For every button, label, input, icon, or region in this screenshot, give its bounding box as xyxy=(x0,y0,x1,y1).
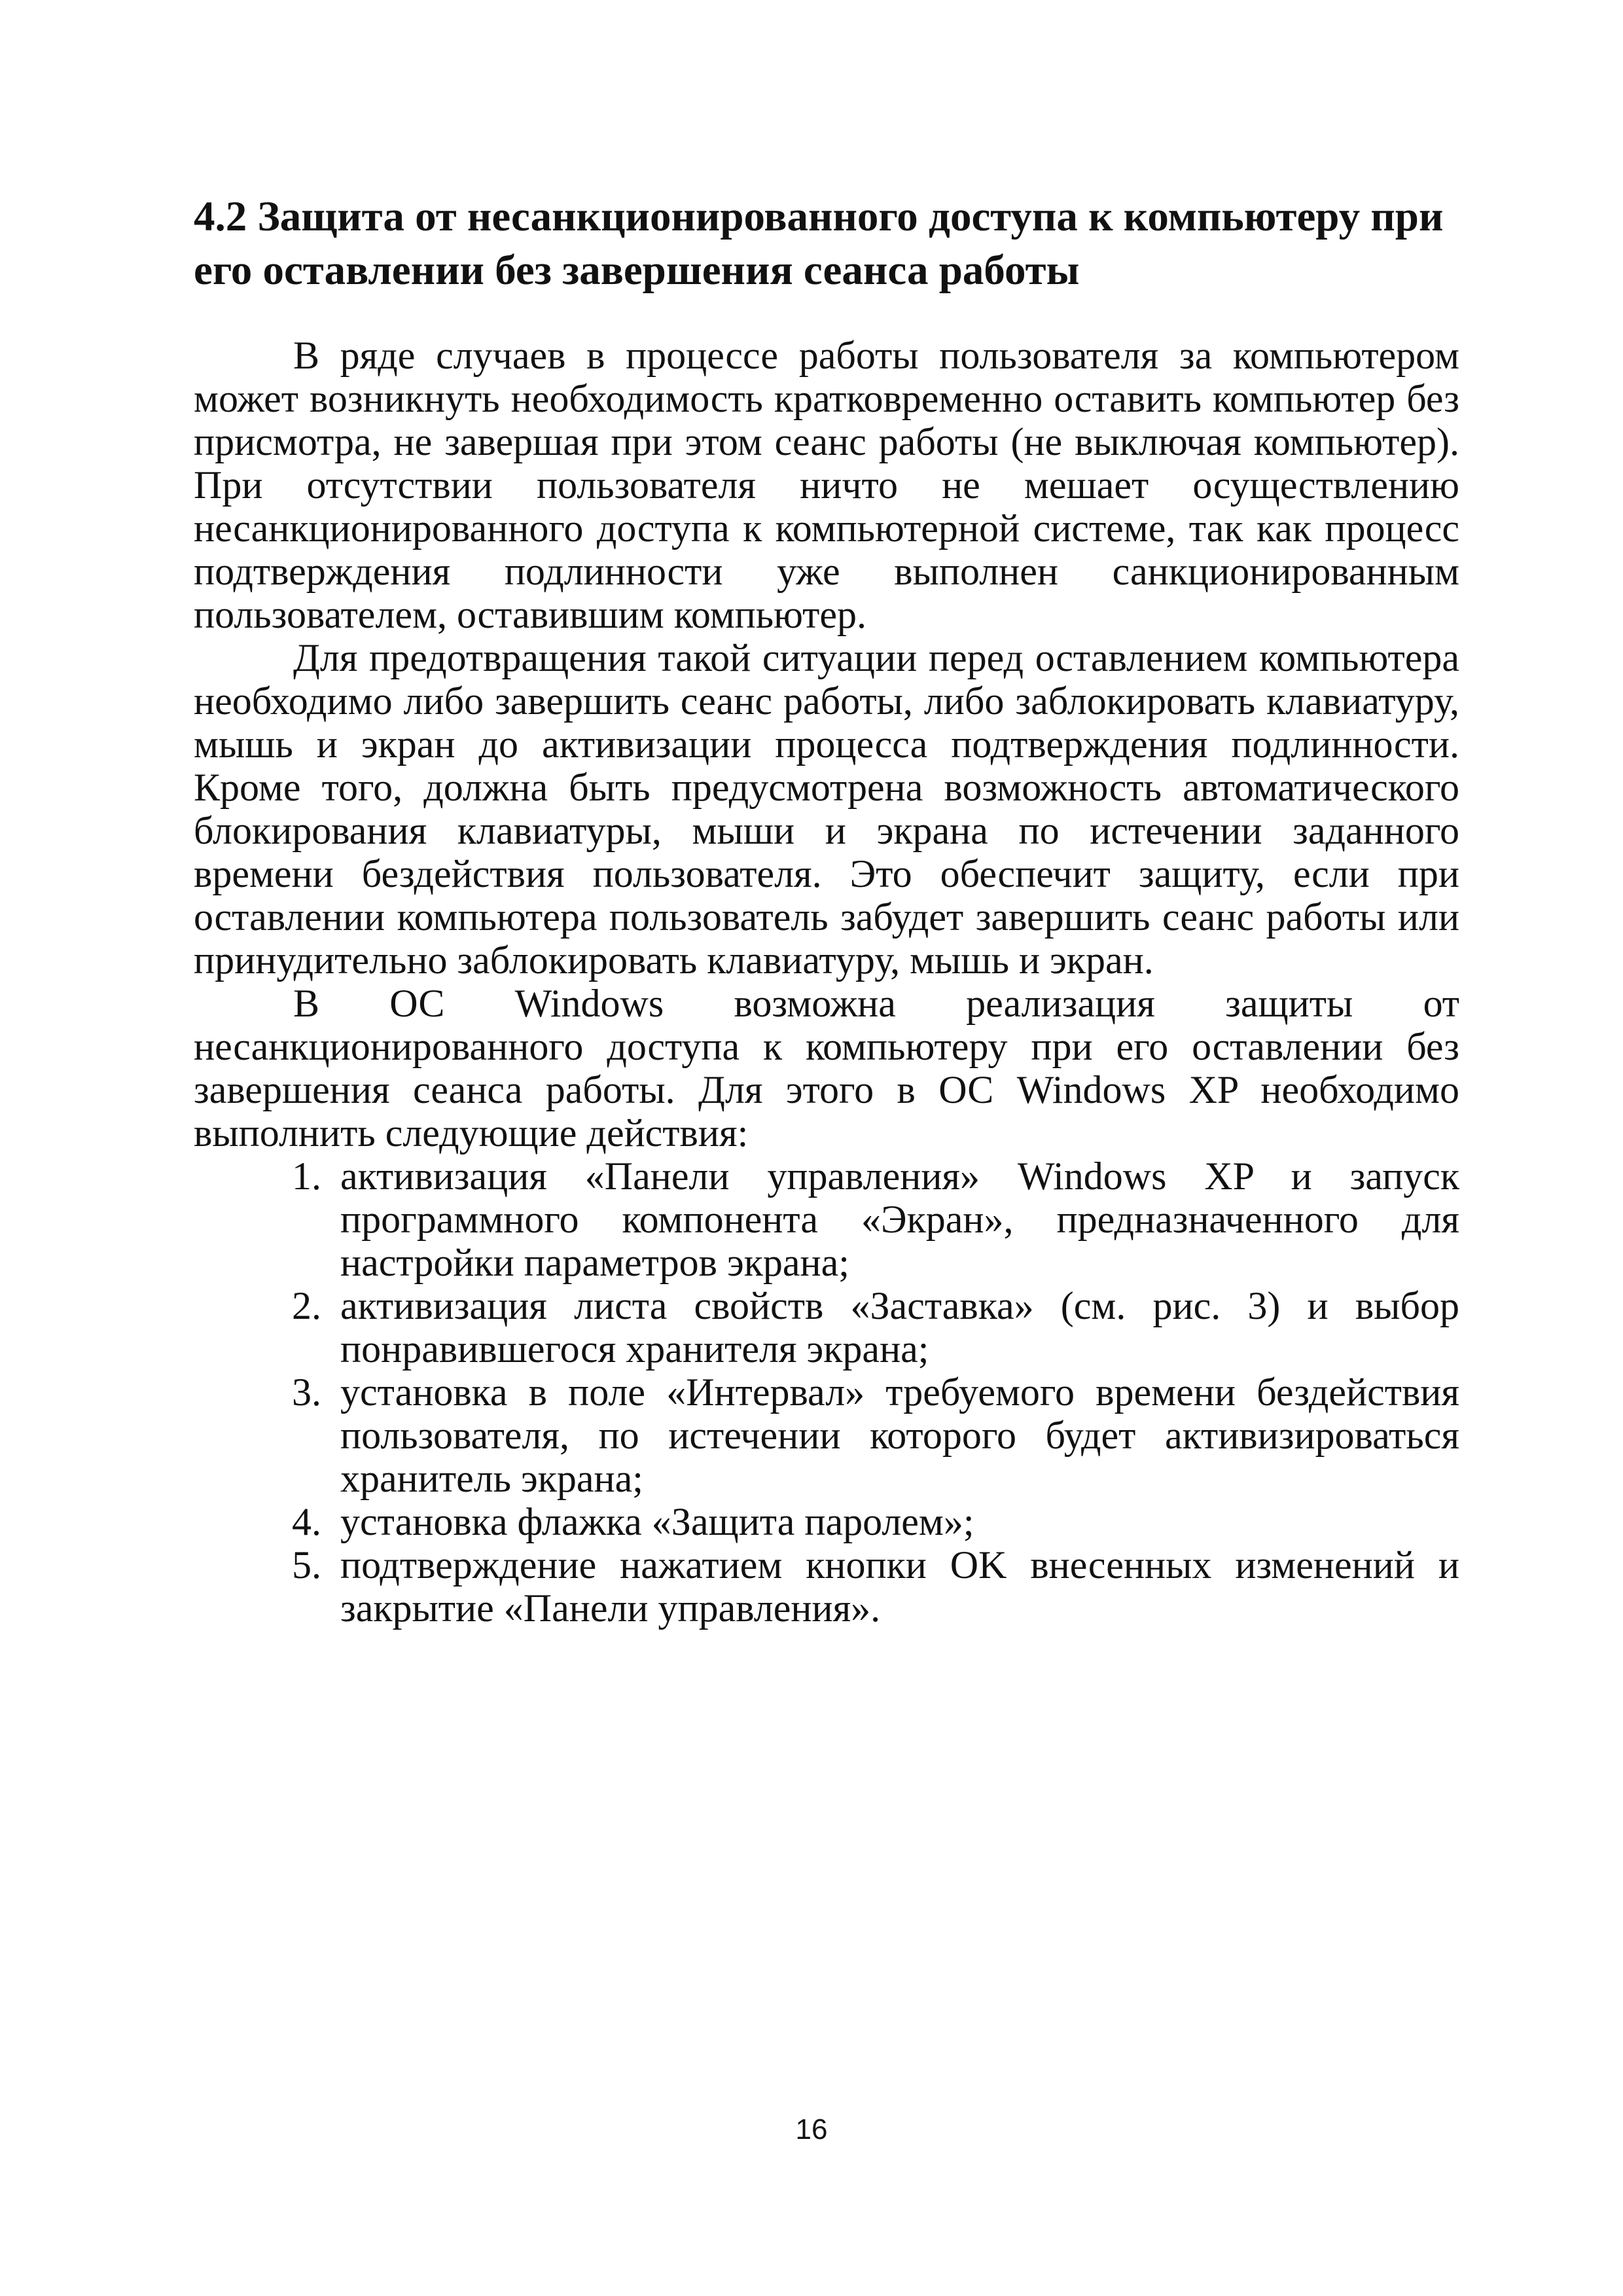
list-item xyxy=(292,1371,1459,1500)
list-item xyxy=(292,1543,1459,1630)
list-item xyxy=(292,1284,1459,1371)
list-item-text: активизация листа свойств «Заставка» (см. рис. 3) и выбор понравившегося хранителя экрана; xyxy=(340,1284,1459,1371)
body-text xyxy=(194,334,1459,1630)
list-item-text: подтверждение нажатием кнопки OK внесенных изменений и закрытие «Панели управления». xyxy=(340,1543,1459,1630)
steps-list xyxy=(194,1155,1459,1630)
list-item xyxy=(292,1500,1459,1543)
list-item-number: 1. xyxy=(292,1155,321,1198)
list-item-text: установка флажка «Защита паролем»; xyxy=(340,1500,974,1543)
list-item-number: 3. xyxy=(292,1371,321,1414)
section-heading: 4.2 Защита от несанкционированного доступа к компьютеру при его оставлении без завершения сеанса работы xyxy=(194,193,1444,294)
list-item-text: активизация «Панели управления» Windows XP и запуск программного компонента «Экран», предназначенного для настройки параметров экрана; xyxy=(340,1155,1459,1284)
paragraph-3: В ОС Windows возможна реализация защиты от несанкционированного доступа к компьютеру при его оставлении без завершения сеанса работы. Для этого в ОС Windows XP необходимо выполнить следующие действия: xyxy=(194,982,1459,1155)
list-item-number: 4. xyxy=(292,1500,321,1543)
list-item-text: установка в поле «Интервал» требуемого времени бездействия пользователя, по истечении которого будет активизироваться хранитель экрана; xyxy=(340,1371,1459,1500)
list-item-number: 2. xyxy=(292,1284,321,1327)
list-item xyxy=(292,1155,1459,1284)
list-item-number: 5. xyxy=(292,1543,321,1587)
page-number: 16 xyxy=(795,2113,828,2145)
paragraph-1: В ряде случаев в процессе работы пользователя за компьютером может возникнуть необходимость кратковременно оставить компьютер без присмотра, не завершая при этом сеанс работы (не выключая компьютер). При отсутствии пользователя ничто не мешает осуществлению несанкционированного доступа к компьютерной системе, так как процесс подтверждения подлинности уже выполнен санкционированным пользователем, оставившим компьютер. xyxy=(194,334,1459,636)
paragraph-2: Для предотвращения такой ситуации перед оставлением компьютера необходимо либо завершить сеанс работы, либо заблокировать клавиатуру, мышь и экран до активизации процесса подтверждения подлинности. Кроме того, должна быть предусмотрена возможность автоматического блокирования клавиатуры, мыши и экрана по истечении заданного времени бездействия пользователя. Это обеспечит защиту, если при оставлении компьютера пользователь забудет завершить сеанс работы или принудительно заблокировать клавиатуру, мышь и экран. xyxy=(194,636,1459,982)
